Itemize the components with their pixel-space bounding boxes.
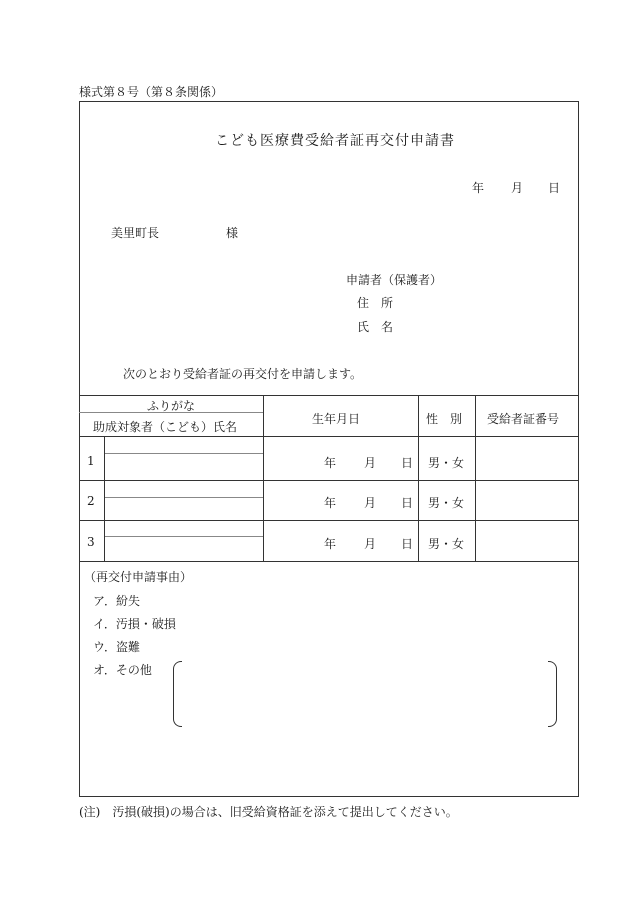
- form-number-label: 様式第８号（第８条関係）: [79, 85, 224, 99]
- row-birth-month: 月: [364, 496, 377, 510]
- addressee-office: 美里町長: [111, 226, 160, 240]
- applicant-heading: 申請者（保護者）: [346, 273, 443, 287]
- row-number: 3: [87, 535, 95, 549]
- furigana-header: ふりがな: [147, 399, 196, 413]
- row-birth-day: 日: [401, 456, 414, 470]
- intro-statement: 次のとおり受給者証の再交付を申請します。: [123, 367, 363, 381]
- header-bottom-border: [79, 436, 579, 437]
- row-birth-year: 年: [324, 537, 337, 551]
- table-top-border: [79, 395, 579, 396]
- row1-furigana-line: [104, 453, 263, 454]
- row2-bottom-border: [79, 520, 579, 521]
- applicant-address-label: 住 所: [357, 296, 394, 310]
- row-birth-year: 年: [324, 496, 337, 510]
- row2-furigana-line: [104, 497, 263, 498]
- row-sex-options: 男・女: [428, 456, 465, 470]
- name-column-divider: [263, 395, 264, 561]
- child-name-header: 助成対象者（こども）氏名: [93, 420, 238, 434]
- row3-furigana-line: [104, 536, 263, 537]
- certificate-number-header: 受給者証番号: [487, 412, 560, 426]
- other-reason-right-bracket: [548, 661, 557, 727]
- row-birth-month: 月: [364, 537, 377, 551]
- row-birth-day: 日: [401, 496, 414, 510]
- number-column-divider: [104, 436, 105, 561]
- reason-item-stolen: ウ．盗難: [93, 640, 141, 654]
- row-birth-day: 日: [401, 537, 414, 551]
- date-month-label: 月: [511, 181, 524, 195]
- reason-item-lost: ア．紛失: [93, 594, 141, 608]
- form-title: こども医療費受給者証再交付申請書: [215, 133, 455, 149]
- addressee-honorific: 様: [226, 226, 239, 240]
- date-year-label: 年: [472, 181, 485, 195]
- sex-column-divider: [475, 395, 476, 561]
- birthdate-header: 生年月日: [312, 412, 361, 426]
- reason-item-other: オ．その他: [93, 663, 152, 677]
- footer-note: (注) 汚損(破損)の場合は、旧受給資格証を添えて提出してください。: [79, 805, 458, 819]
- row-birth-year: 年: [324, 456, 337, 470]
- sex-header: 性 別: [426, 412, 463, 426]
- row-number: 2: [87, 494, 95, 508]
- row-number: 1: [87, 454, 95, 468]
- table-bottom-border: [79, 561, 579, 562]
- application-form-frame: [79, 101, 579, 797]
- reasons-heading: （再交付申請事由）: [84, 570, 193, 584]
- row-sex-options: 男・女: [428, 496, 465, 510]
- row-birth-month: 月: [364, 456, 377, 470]
- other-reason-left-bracket: [173, 661, 182, 727]
- row1-bottom-border: [79, 480, 579, 481]
- row-sex-options: 男・女: [428, 537, 465, 551]
- date-day-label: 日: [548, 181, 561, 195]
- birth-column-divider: [418, 395, 419, 561]
- reason-item-damaged: イ．汚損・破損: [93, 617, 176, 631]
- applicant-name-label: 氏 名: [357, 320, 394, 334]
